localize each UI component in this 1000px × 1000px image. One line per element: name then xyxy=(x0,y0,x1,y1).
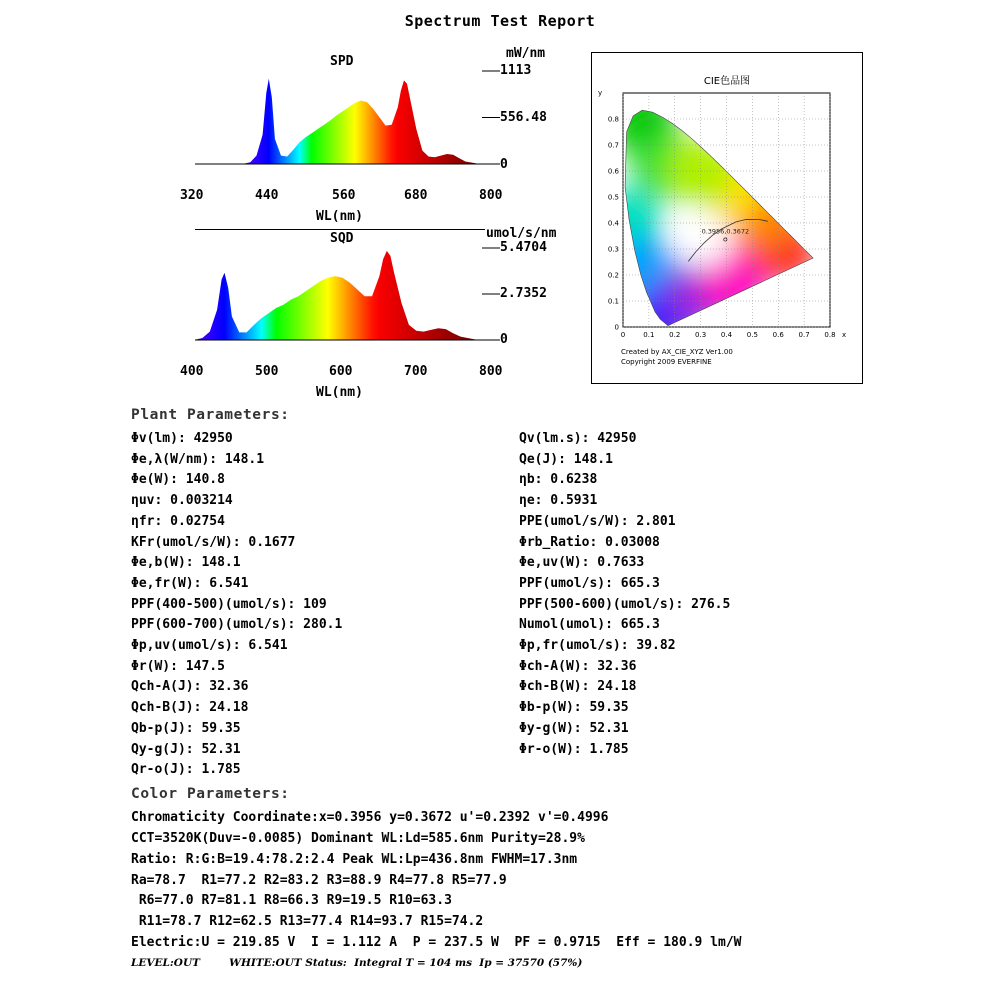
sqd-ytick-mid: 2.7352 xyxy=(500,286,547,301)
spd-xlabel: WL(nm) xyxy=(316,209,363,224)
cri-line-1: Ra=78.7 R1=77.2 R2=83.2 R3=88.9 R4=77.8 R5=77.9 xyxy=(131,873,507,888)
plant-param-right: Qe(J): 148.1 xyxy=(519,451,613,467)
sqd-xtick-1: 400 xyxy=(180,364,204,379)
cie-ytick-label: 0.7 xyxy=(607,141,619,150)
plant-param-left: Qr-o(J): 1.785 xyxy=(131,762,241,778)
plant-param-left: Qy-g(J): 52.31 xyxy=(131,741,241,757)
plant-param-left: Φp,uv(umol/s): 6.541 xyxy=(131,638,288,654)
plant-param-right: Φch-A(W): 32.36 xyxy=(519,658,637,674)
cie-xlabel: x xyxy=(842,331,847,339)
sqd-xtick-5: 800 xyxy=(479,364,503,379)
plant-param-left: Φe,λ(W/nm): 148.1 xyxy=(131,451,265,467)
status-line: LEVEL:OUT WHITE:OUT Status: Integral T = 104 ms Ip = 37570 (57%) xyxy=(131,957,583,969)
plant-params-left xyxy=(131,429,342,781)
cie-credit-1: Created by AX_CIE_XYZ Ver1.00 xyxy=(621,348,733,356)
cie-ytick-label: 0.8 xyxy=(607,115,619,124)
cri-line-3: R11=78.7 R12=62.5 R13=77.4 R14=93.7 R15=74.2 xyxy=(131,914,484,929)
cie-xtick-label: 0 xyxy=(620,331,626,339)
ratio-line: Ratio: R:G:B=19.4:78.2:2.4 Peak WL:Lp=436.8nm FWHM=17.3nm xyxy=(131,852,578,867)
cct-line: CCT=3520K(Duv=-0.0085) Dominant WL:Ld=585.6nm Purity=28.9% xyxy=(131,831,585,846)
plant-param-left: Φe,b(W): 148.1 xyxy=(131,555,241,571)
plant-param-right: PPF(500-600)(umol/s): 276.5 xyxy=(519,596,731,612)
plant-param-right: PPF(umol/s): 665.3 xyxy=(519,575,660,591)
cie-ytick-label: 0.5 xyxy=(607,193,619,202)
sqd-chart xyxy=(0,228,580,368)
plant-param-left: Φe(W): 140.8 xyxy=(131,472,225,488)
cie-title: CIE色品图 xyxy=(703,76,751,87)
sqd-unit: umol/s/nm xyxy=(486,226,557,241)
spd-xtick-2: 440 xyxy=(255,188,279,203)
sqd-xtick-4: 700 xyxy=(404,364,428,379)
electric-line: Electric:U = 219.85 V I = 1.112 A P = 237.5 W PF = 0.9715 Eff = 180.9 lm/W xyxy=(131,935,742,950)
plant-params-heading: Plant Parameters: xyxy=(131,407,290,423)
cie-chart xyxy=(592,53,862,383)
cie-xtick-label: 0.3 xyxy=(695,331,707,339)
cie-credit-2: Copyright 2009 EVERFINE xyxy=(621,358,712,366)
chromaticity-point-label: 0.3956,0.3672 xyxy=(701,227,750,236)
cie-ytick-label: 0.4 xyxy=(607,219,619,228)
plant-param-right: Qv(lm.s): 42950 xyxy=(519,431,637,446)
cie-ytick-label: 0.3 xyxy=(607,245,619,254)
plant-param-left: KFr(umol/s/W): 0.1677 xyxy=(131,534,296,550)
plant-param-left: PPF(600-700)(umol/s): 280.1 xyxy=(131,617,343,633)
spd-unit: mW/nm xyxy=(506,46,546,61)
spd-ytick-mid: 556.48 xyxy=(500,110,547,125)
plant-param-right: Φp,fr(umol/s): 39.82 xyxy=(519,638,676,654)
plant-param-right: PPE(umol/s/W): 2.801 xyxy=(519,513,676,529)
spd-area xyxy=(244,79,490,164)
cie-ytick-label: 0.1 xyxy=(607,297,619,306)
cie-ytick-label: 0.6 xyxy=(607,167,619,176)
plant-param-left: ηfr: 0.02754 xyxy=(131,513,225,529)
plant-param-left: ηuv: 0.003214 xyxy=(131,493,233,509)
spd-xtick-5: 800 xyxy=(479,188,503,203)
cie-xtick-label: 0.2 xyxy=(669,331,681,339)
cie-panel xyxy=(591,52,863,384)
cie-xtick-label: 0.7 xyxy=(798,331,810,339)
sqd-title: SQD xyxy=(330,231,354,246)
spd-ytick-max: 1113 xyxy=(500,63,532,78)
plant-param-right: Φrb_Ratio: 0.03008 xyxy=(519,534,660,550)
sqd-ytick-max: 5.4704 xyxy=(500,240,547,255)
plant-param-left: Qb-p(J): 59.35 xyxy=(131,720,241,736)
chromaticity-line: Chromaticity Coordinate:x=0.3956 y=0.3672 u'=0.2392 v'=0.4996 xyxy=(131,810,609,825)
plant-param-right: Φy-g(W): 52.31 xyxy=(519,720,629,736)
cri-line-2: R6=77.0 R7=81.1 R8=66.3 R9=19.5 R10=63.3 xyxy=(131,893,452,908)
cie-xtick-label: 0.5 xyxy=(746,331,758,339)
cie-ylabel: y xyxy=(598,89,603,97)
cie-ytick-label: 0.2 xyxy=(607,271,619,280)
spd-ytick-zero: 0 xyxy=(500,157,508,172)
cie-xtick-label: 0.1 xyxy=(643,331,655,339)
plant-param-left: Φr(W): 147.5 xyxy=(131,658,225,674)
cie-ytick-label: 0 xyxy=(614,323,619,332)
plant-param-right: Numol(umol): 665.3 xyxy=(519,617,660,633)
spd-xtick-4: 680 xyxy=(404,188,428,203)
plant-param-left: Φv(lm): 42950 xyxy=(131,431,233,446)
sqd-area xyxy=(195,251,490,340)
plant-param-left: PPF(400-500)(umol/s): 109 xyxy=(131,596,327,612)
plant-param-left: Qch-A(J): 32.36 xyxy=(131,679,249,695)
spd-xtick-3: 560 xyxy=(332,188,356,203)
plant-param-left: Qch-B(J): 24.18 xyxy=(131,700,249,716)
sqd-xtick-3: 600 xyxy=(329,364,353,379)
plant-param-right: Φch-B(W): 24.18 xyxy=(519,679,637,695)
cie-xtick-label: 0.8 xyxy=(824,331,836,339)
color-params-heading: Color Parameters: xyxy=(131,786,290,802)
plant-params-right xyxy=(519,429,730,760)
sqd-xtick-2: 500 xyxy=(255,364,279,379)
report-title: Spectrum Test Report xyxy=(404,12,596,30)
plant-param-right: ηb: 0.6238 xyxy=(519,472,598,488)
plant-param-right: ηe: 0.5931 xyxy=(519,493,598,509)
plant-param-right: Φr-o(W): 1.785 xyxy=(519,741,629,757)
sqd-ytick-zero: 0 xyxy=(500,332,508,347)
cie-xtick-label: 0.6 xyxy=(772,331,784,339)
spd-xtick-1: 320 xyxy=(180,188,204,203)
plant-param-right: Φb-p(W): 59.35 xyxy=(519,700,629,716)
sqd-xlabel: WL(nm) xyxy=(316,385,363,400)
spd-title: SPD xyxy=(330,54,354,69)
plant-param-left: Φe,fr(W): 6.541 xyxy=(131,575,249,591)
cie-xtick-label: 0.4 xyxy=(720,331,733,339)
plant-param-right: Φe,uv(W): 0.7633 xyxy=(519,555,645,571)
spd-chart xyxy=(0,0,580,230)
